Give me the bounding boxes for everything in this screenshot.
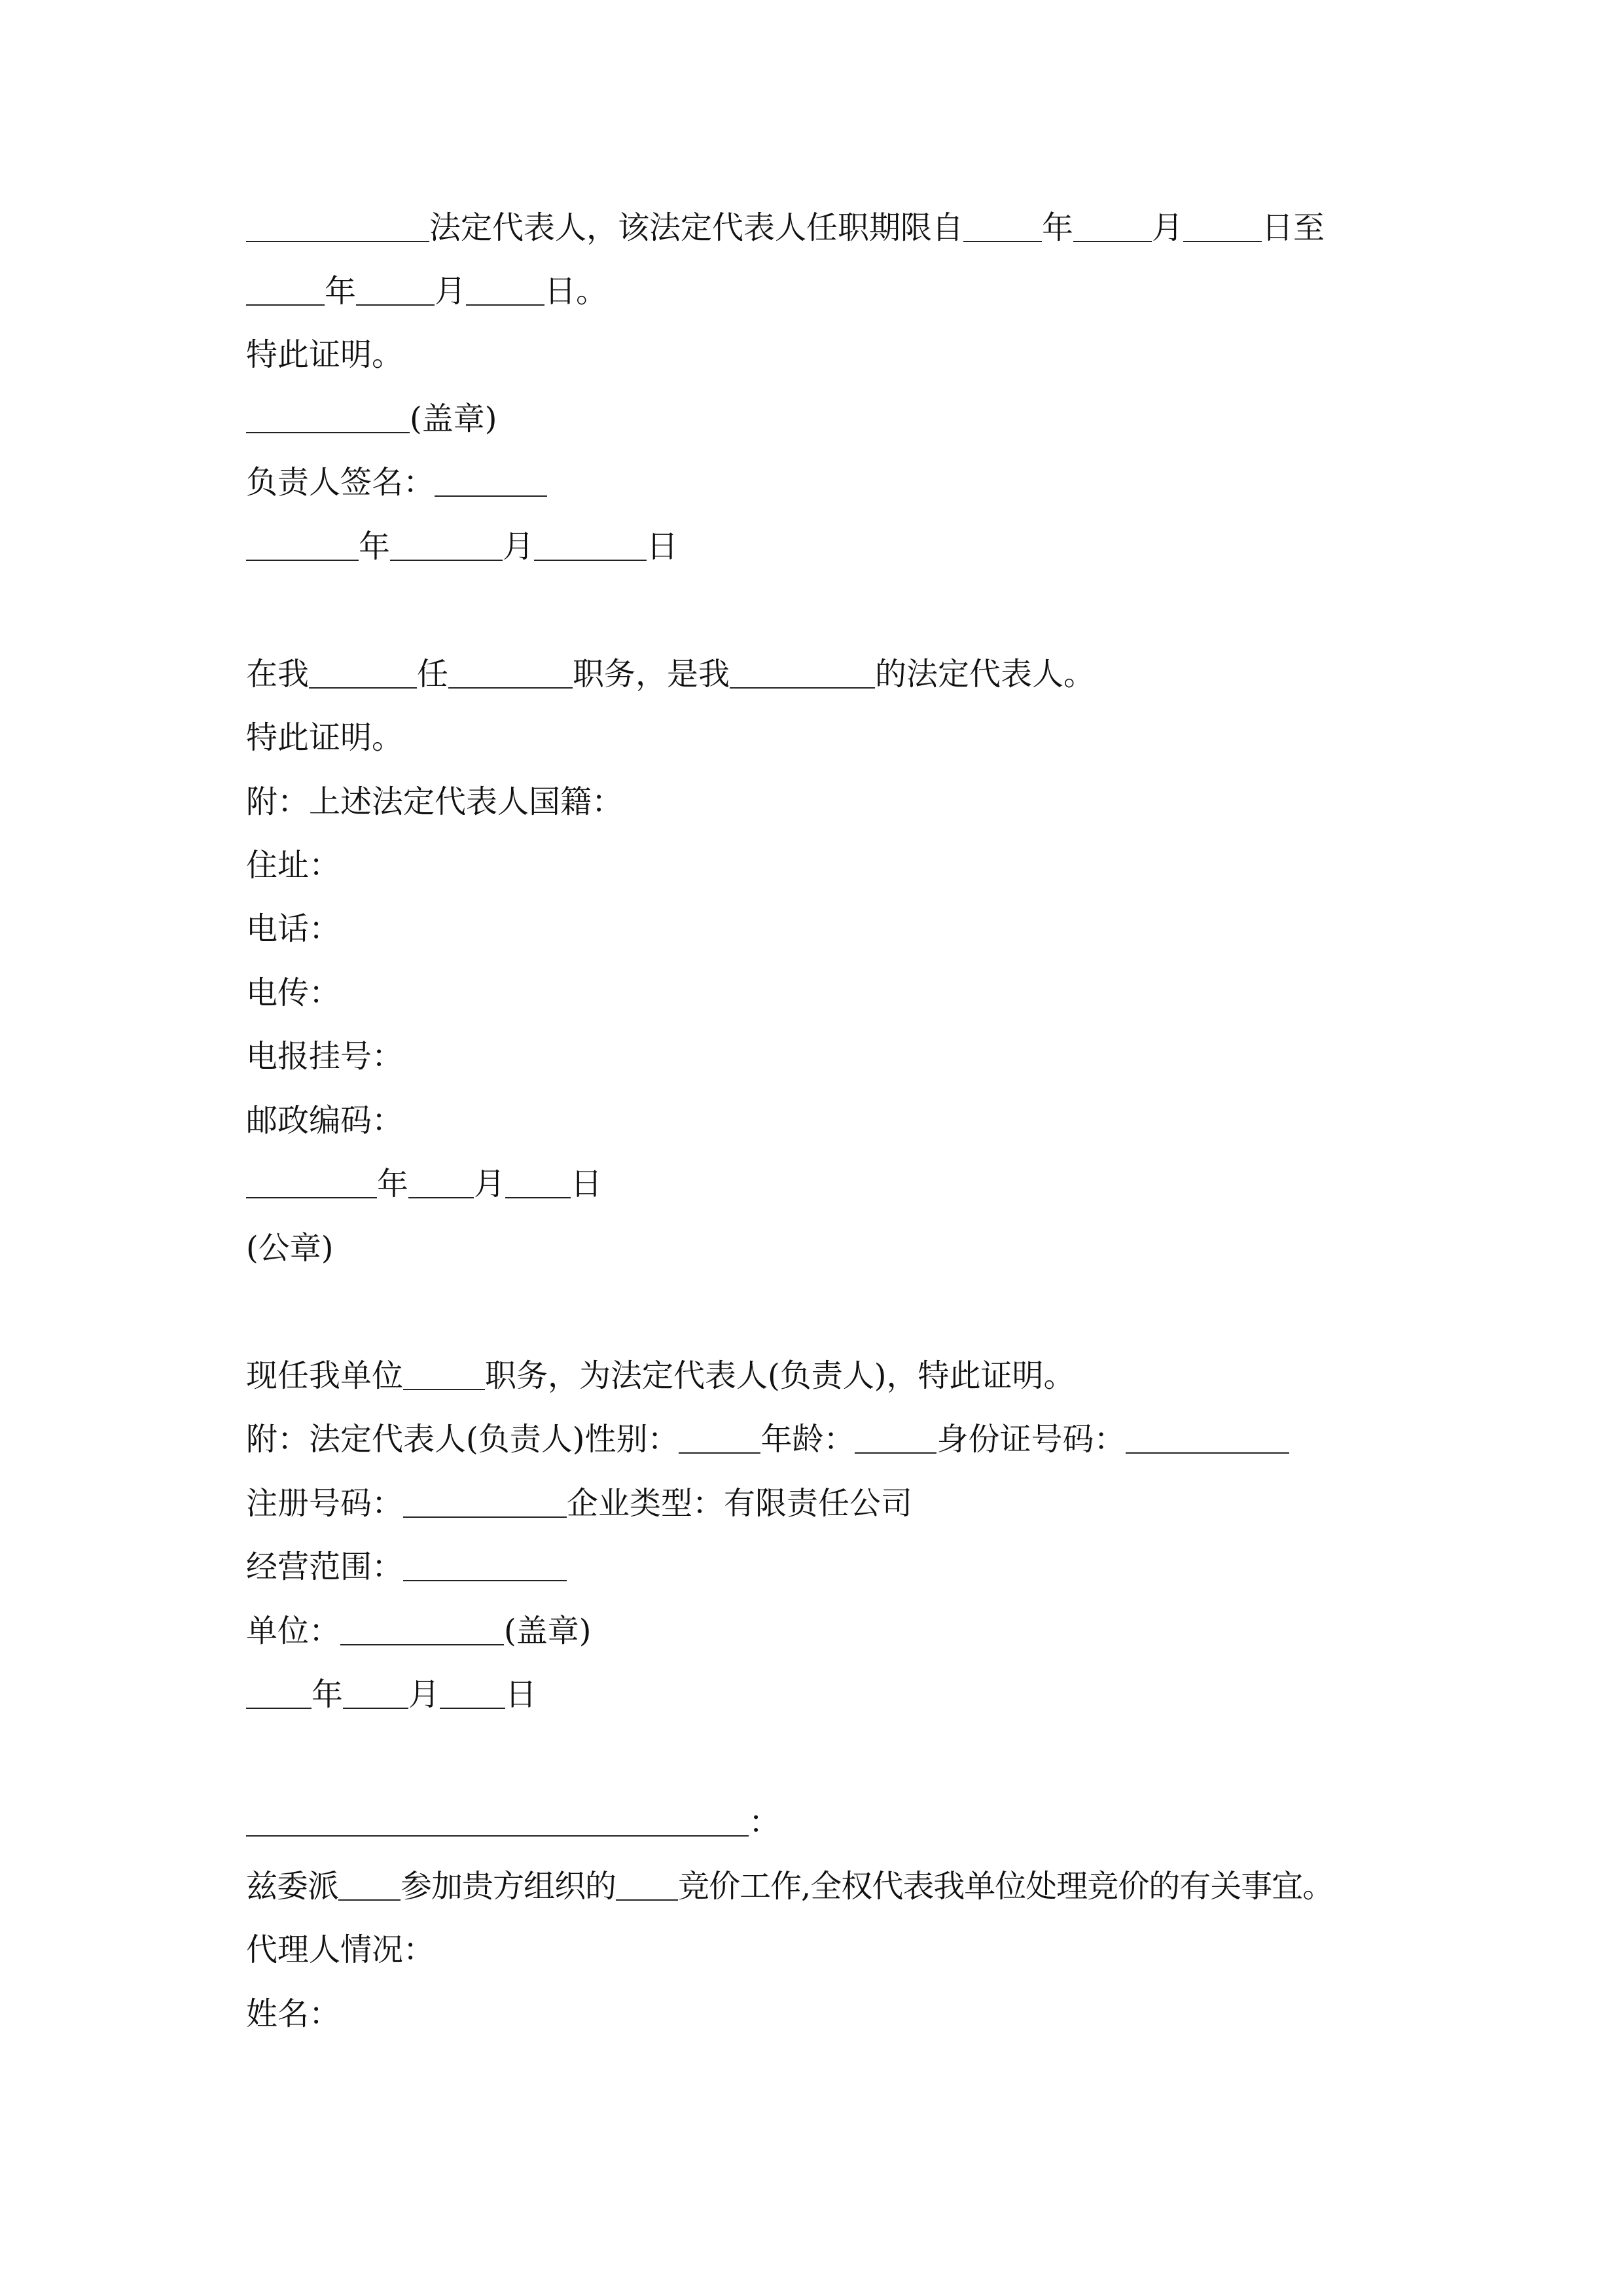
- seal-text: (盖章): [410, 401, 497, 437]
- phone-label: 电话：: [246, 910, 341, 947]
- date-line: [246, 1674, 537, 1715]
- text: 注册号码：: [246, 1485, 404, 1522]
- text: 竞价工作,全权代表我单位处理竞价的有关事宜。: [678, 1868, 1334, 1905]
- addressee-line: [246, 1801, 780, 1843]
- text: 月: [1152, 209, 1184, 246]
- scope-line: [246, 1546, 567, 1588]
- delegation-line: [246, 1865, 1333, 1907]
- agent-label: 代理人情况：: [246, 1931, 435, 1968]
- address-label: 住址：: [246, 847, 341, 884]
- blank-field[interactable]: [403, 1550, 567, 1581]
- text: 日: [505, 1676, 537, 1713]
- seal-line: [246, 398, 497, 440]
- text: 的法定代表人。: [875, 656, 1096, 692]
- blank-field[interactable]: [1073, 211, 1152, 242]
- blank-field[interactable]: [616, 1869, 678, 1901]
- blank-field[interactable]: [435, 465, 547, 497]
- text: ：: [749, 1804, 781, 1840]
- blank-field[interactable]: [679, 1422, 760, 1454]
- date-line: [246, 526, 678, 567]
- name-label: 姓名：: [246, 1996, 341, 2032]
- text: 现任我单位: [246, 1357, 404, 1394]
- date-line: [246, 1163, 602, 1205]
- telegraph-label: 电报挂号：: [246, 1038, 404, 1075]
- blank-field[interactable]: [855, 1422, 936, 1454]
- blank-field[interactable]: [448, 657, 573, 689]
- registration-line: [246, 1482, 912, 1524]
- text: 月: [503, 528, 535, 565]
- blank-field[interactable]: [403, 1359, 485, 1390]
- text: 参加贵方组织的: [401, 1868, 616, 1905]
- blank-field[interactable]: [246, 402, 410, 433]
- term-line: [246, 207, 1325, 249]
- text: 职务，是我: [573, 656, 730, 692]
- text: 日。: [544, 273, 608, 310]
- blank-field[interactable]: [246, 274, 325, 306]
- text: 年: [1042, 209, 1074, 246]
- text: 经营范围：: [246, 1549, 404, 1585]
- blank-field[interactable]: [340, 1614, 504, 1645]
- certify-text: 特此证明。: [246, 719, 404, 756]
- text: 年龄：: [760, 1421, 855, 1458]
- text: 月: [408, 1676, 440, 1713]
- postcode-label: 邮政编码：: [246, 1102, 404, 1139]
- blank-field[interactable]: [390, 529, 503, 561]
- blank-field[interactable]: [403, 1486, 567, 1518]
- blank-field[interactable]: [356, 274, 435, 306]
- text: 日: [647, 528, 679, 565]
- blank-field[interactable]: [534, 529, 647, 561]
- position-line: [246, 1355, 1075, 1397]
- text: 兹委派: [246, 1868, 339, 1905]
- term-end-line: [246, 270, 607, 312]
- blank-field[interactable]: [343, 1677, 408, 1709]
- blank-field[interactable]: [1126, 1422, 1289, 1454]
- fax-label: 电传：: [246, 975, 341, 1011]
- text: 年: [377, 1166, 409, 1202]
- text: 年: [312, 1676, 344, 1713]
- text: 任: [417, 656, 449, 692]
- blank-field[interactable]: [963, 211, 1042, 242]
- blank-field[interactable]: [246, 1167, 377, 1198]
- text: 年: [359, 528, 391, 565]
- blank-field[interactable]: [730, 657, 875, 689]
- attach-line: [246, 1418, 1289, 1460]
- signature-line: [246, 461, 547, 503]
- text: 单位：: [246, 1613, 341, 1649]
- blank-field[interactable]: [466, 274, 544, 306]
- blank-field[interactable]: [1183, 211, 1262, 242]
- position-line: [246, 653, 1095, 695]
- blank-field[interactable]: [408, 1167, 474, 1198]
- certify-text: 特此证明。: [246, 336, 404, 373]
- signature-label: 负责人签名：: [246, 464, 435, 501]
- blank-field[interactable]: [246, 1805, 749, 1837]
- blank-field[interactable]: [505, 1167, 571, 1198]
- text: 在我: [246, 656, 310, 692]
- text: 月: [435, 273, 467, 310]
- seal-text: (公章): [246, 1230, 334, 1266]
- text: 日至: [1262, 209, 1325, 246]
- seal-text: (盖章): [504, 1613, 592, 1649]
- text: 身份证号码：: [936, 1421, 1126, 1458]
- blank-field[interactable]: [246, 1677, 312, 1709]
- text: 职务，为法定代表人(负责人)，特此证明。: [485, 1357, 1075, 1394]
- blank-field[interactable]: [440, 1677, 505, 1709]
- text: 月: [474, 1166, 506, 1202]
- text: 法定代表人，该法定代表人任职期限自: [429, 209, 964, 246]
- text: 企业类型：有限责任公司: [567, 1485, 913, 1522]
- blank-field[interactable]: [246, 211, 429, 242]
- blank-field[interactable]: [309, 657, 417, 689]
- text: 附：法定代表人(负责人)性别：: [246, 1421, 679, 1458]
- text: 年: [325, 273, 357, 310]
- blank-field[interactable]: [246, 529, 359, 561]
- text: 日: [571, 1166, 603, 1202]
- unit-line: [246, 1610, 591, 1652]
- nationality-label: 附：上述法定代表人国籍：: [246, 783, 624, 820]
- blank-field[interactable]: [338, 1869, 401, 1901]
